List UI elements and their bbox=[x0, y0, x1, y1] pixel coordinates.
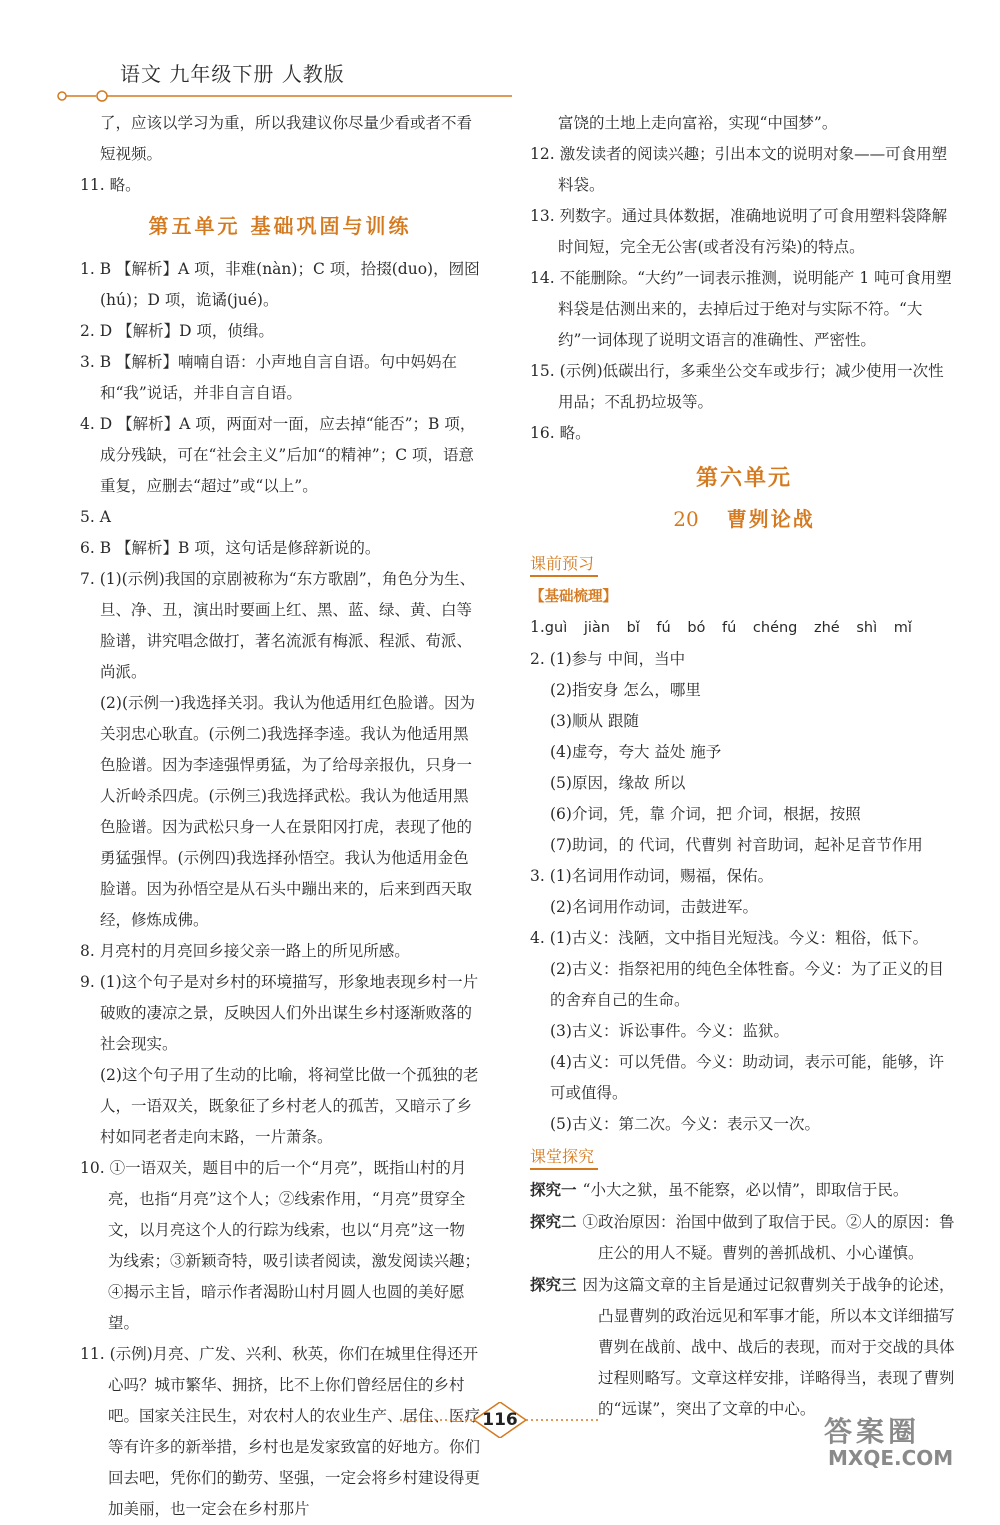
answer-8: 8. 月亮村的月亮回乡接父亲一路上的所见所感。 bbox=[80, 942, 410, 960]
left-column bbox=[80, 108, 480, 1525]
preview-answer-3-line: 3. (1)名词用作动词，赐福，保佑。 bbox=[530, 867, 774, 885]
answer-1: 1. B 【解析】A 项，非难(nàn)；C 项，拾掇(duo)，囫囵(hú)；D 项，诡谲(jué)。 bbox=[80, 260, 480, 309]
preview-answer-3-line: (2)名词用作动词，击鼓进军。 bbox=[550, 898, 758, 916]
answer-9-part2: (2)这个句子用了生动的比喻，将祠堂比做一个孤独的老人，一语双关，既象征了乡村老人的孤苦，又暗示了乡村如同老者走向末路，一片萧条。 bbox=[100, 1066, 479, 1146]
answer-13: 13. 列数字。通过具体数据，准确地说明了可食用塑料袋降解时间短，完全无公害(或者没有污染)的特点。 bbox=[530, 207, 948, 256]
preview-answer-2-line: (2)指安身 怎么，哪里 bbox=[550, 681, 701, 699]
book-header-title: 语文 九年级下册 人教版 bbox=[120, 62, 345, 86]
preview-answer-2-line: (4)虚夸，夸大 益处 施予 bbox=[550, 743, 722, 761]
answer-12: 12. 激发读者的阅读兴趣；引出本文的说明对象——可食用塑料袋。 bbox=[530, 145, 948, 194]
answer-7-part1: 7. (1)(示例)我国的京剧被称为“东方歌剧”，角色分为生、旦、净、丑，演出时要画上红、黑、蓝、绿、黄、白等脸谱，讲究唱念做打，著名流派有梅派、程派、荀派、尚派。 bbox=[80, 570, 476, 681]
header-decoration bbox=[52, 90, 512, 102]
preview-section-tag: 课前预习 bbox=[530, 553, 598, 577]
watermark-title: 答案圈 bbox=[824, 1415, 921, 1448]
preview-answer-2-line: (7)助词，的 代词，代曹刿 衬音助词，起补足音节作用 bbox=[550, 836, 923, 854]
answer-11: 11. 略。 bbox=[80, 176, 141, 194]
explore-2-text: ①政治原因：治国中做到了取信于民。②人的原因：鲁庄公的用人不疑。曹刿的善抓战机、小心谨慎。 bbox=[582, 1213, 955, 1262]
preview-answer-4-line: (5)古义：第二次。今义：表示又一次。 bbox=[550, 1115, 820, 1133]
preview-answer-1 bbox=[530, 612, 958, 644]
explore-1 bbox=[530, 1174, 958, 1206]
preview-answer-2-line: (3)顺从 跟随 bbox=[550, 712, 639, 730]
unit-5-heading: 第五单元 基础巩固与训练 bbox=[148, 214, 412, 238]
answer-11-continuation: 富饶的土地上走向富裕，实现“中国梦”。 bbox=[558, 114, 838, 132]
lesson-number: 20 bbox=[673, 507, 699, 531]
answer-6: 6. B 【解析】B 项，这句话是修辞新说的。 bbox=[80, 539, 381, 557]
answer-3: 3. B 【解析】喃喃自语：小声地自言自语。句中妈妈在和“我”说话，并非自言自语。 bbox=[80, 353, 458, 402]
preview-answer-4-line: 4. (1)古义：浅陋，文中指目光短浅。今义：粗俗，低下。 bbox=[530, 929, 929, 947]
lesson-heading bbox=[530, 504, 958, 535]
explore-1-label: 探究一 bbox=[530, 1180, 577, 1199]
answer-11-example: 11. (示例)月亮、广发、兴利、秋英，你们在城里住得还开心吗？城市繁华、拥挤，比不上你们曾经居住的乡村吧。国家关注民生，对农村人的农业生产、居住、医疗等有许多的新举措，乡村也是发家致富的好地方。你们回去吧，凭你们的勤劳、坚强，一定会将乡村建设得更加美丽，也一定会在乡村那片 bbox=[80, 1345, 481, 1518]
watermark-logo bbox=[824, 1410, 974, 1470]
answer-15: 15. (示例)低碳出行，多乘坐公交车或步行；减少使用一次性用品；不乱扔垃圾等。 bbox=[530, 362, 944, 411]
class-explore-section-tag: 课堂探究 bbox=[530, 1146, 598, 1170]
answer-continuation: 了，应该以学习为重，所以我建议你尽量少看或者不看短视频。 bbox=[100, 114, 473, 163]
watermark-url: MXQE.COM bbox=[828, 1446, 954, 1470]
pinyin-answers: guì jiàn bǐ fú bó fú chéng zhé shì mǐ bbox=[544, 620, 912, 636]
answer-14: 14. 不能删除。“大约”一词表示推测，说明能产 1 吨可食用塑料袋是估测出来的，去掉后过于绝对与实际不符。“大约”一词体现了说明文语言的准确性、严密性。 bbox=[530, 269, 952, 349]
answer-5: 5. A bbox=[80, 508, 111, 526]
explore-3-text: 因为这篇文章的主旨是通过记叙曹刿关于战争的论述，凸显曹刿的政治远见和军事才能，所以本文详细描写曹刿在战前、战中、战后的表现，而对于交战的具体过程则略写。文章这样安排，详略得当，表现了曹刿的“远谋”，突出了文章的中心。 bbox=[582, 1276, 955, 1418]
preview-answer-4-line: (2)古义：指祭祀用的纯色全体牲畜。今义：为了正义的目的舍弃自己的生命。 bbox=[550, 960, 944, 1009]
page-number: 116 bbox=[482, 1410, 518, 1430]
preview-answer-1-num: 1. bbox=[530, 618, 545, 636]
answer-16: 16. 略。 bbox=[530, 424, 591, 442]
preview-answer-2-line: (6)介词，凭，靠 介词，把 介词，根据，按照 bbox=[550, 805, 861, 823]
answer-2: 2. D 【解析】D 项，侦缉。 bbox=[80, 322, 274, 340]
explore-2 bbox=[530, 1206, 958, 1269]
answer-10: 10. ①一语双关，题目中的后一个“月亮”，既指山村的月亮，也指“月亮”这个人；②线索作用，“月亮”贯穿全文，以月亮这个人的行踪为线索，也以“月亮”这一物为线索；③新颖奇特，吸引读者阅读，激发阅读兴趣；④揭示主旨，暗示作者渴盼山村月圆人也圆的美好愿望。 bbox=[80, 1159, 481, 1332]
explore-3-label: 探究三 bbox=[530, 1275, 577, 1294]
lesson-title: 曹刿论战 bbox=[726, 507, 815, 531]
right-column bbox=[530, 108, 958, 1425]
preview-answer-2-line: 2. (1)参与 中间，当中 bbox=[530, 650, 686, 668]
answer-4: 4. D 【解析】A 项，两面对一面，应去掉“能否”；B 项，成分残缺，可在“社会主义”后加“的精神”；C 项，语意重复，应删去“超过”或“以上”。 bbox=[80, 415, 476, 495]
preview-answer-4-line: (3)古义：诉讼事件。今义：监狱。 bbox=[550, 1022, 789, 1040]
preview-answer-2-line: (5)原因，缘故 所以 bbox=[550, 774, 686, 792]
explore-1-text: “小大之狱，虽不能察，必以情”，即取信于民。 bbox=[582, 1181, 909, 1199]
preview-answer-4-line: (4)古义：可以凭借。今义：助动词，表示可能，能够，许可或值得。 bbox=[550, 1053, 944, 1102]
answer-9-part1: 9. (1)这个句子是对乡村的环境描写，形象地表现乡村一片破败的凄凉之景，反映因人们外出谋生乡村逐渐败落的社会现实。 bbox=[80, 973, 479, 1053]
basic-review-tag: 【基础梳理】 bbox=[530, 588, 617, 605]
answer-7-part2: (2)(示例一)我选择关羽。我认为他适用红色脸谱。因为关羽忠心耿直。(示例二)我选择李逵。我认为他适用黑色脸谱。因为李逵强悍勇猛，为了给母亲报仇，只身一人沂岭杀四虎。(示例三)我选择武松。我认为他适用黑色脸谱。因为武松只身一人在景阳冈打虎，表现了他的勇猛强悍。(示例四)我选择孙悟空。我认为他适用金色脸谱。因为孙悟空是从石头中蹦出来的，后来到西天取经，修炼成佛。 bbox=[100, 694, 476, 929]
explore-2-label: 探究二 bbox=[530, 1212, 577, 1231]
unit-6-heading: 第六单元 bbox=[695, 465, 792, 491]
